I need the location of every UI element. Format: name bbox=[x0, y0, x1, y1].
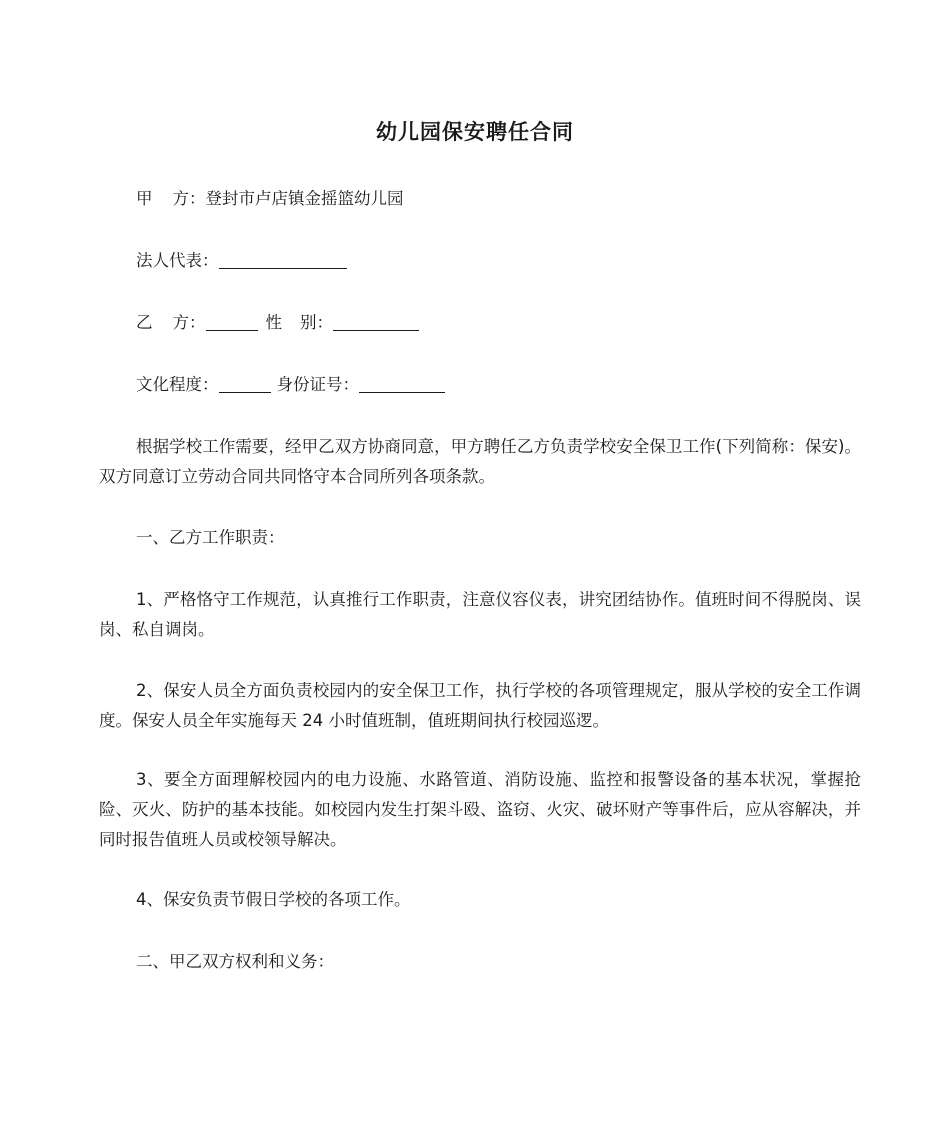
intro-paragraph: 根据学校工作需要，经甲乙双方协商同意，甲方聘任乙方负责学校安全保卫工作(下列简称：保安)。双方同意订立劳动合同共同恪守本合同所列各项条款。 bbox=[99, 437, 861, 486]
gender-label-1: 性 bbox=[265, 313, 282, 332]
party-a-line bbox=[99, 184, 896, 214]
id-number-label: 身份证号： bbox=[276, 375, 359, 394]
party-a-label-1: 甲 bbox=[136, 189, 153, 208]
document-title: 幼儿园保安聘任合同 bbox=[376, 120, 574, 144]
legal-rep-blank bbox=[219, 250, 347, 269]
section-2-heading: 二、甲乙双方权利和义务： bbox=[136, 952, 334, 971]
party-b-name-blank bbox=[206, 312, 258, 331]
legal-rep-label: 法人代表： bbox=[136, 251, 219, 270]
duty-item-4: 4、保安负责节假日学校的各项工作。 bbox=[136, 890, 411, 909]
education-blank bbox=[219, 374, 271, 393]
id-number-blank bbox=[359, 374, 445, 393]
education-line bbox=[99, 370, 896, 400]
gender-blank bbox=[333, 312, 419, 331]
party-b-label-1: 乙 bbox=[136, 313, 153, 332]
duty-item-3: 3、要全方面理解校园内的电力设施、水路管道、消防设施、监控和报警设备的基本状况，掌握抢险、灭火、防护的基本技能。如校园内发生打架斗殴、盗窃、火灾、破坏财产等事件后，应从容解决，并同时报告值班人员或校领导解决。 bbox=[99, 770, 861, 849]
gender-label-2: 别： bbox=[300, 313, 333, 332]
party-a-value: 登封市卢店镇金摇篮幼儿园 bbox=[205, 189, 404, 208]
party-a-label-2: 方： bbox=[172, 189, 206, 208]
party-b-label-2: 方： bbox=[172, 313, 206, 332]
duty-item-1: 1、严格恪守工作规范，认真推行工作职责，注意仪容仪表，讲究团结协作。值班时间不得脱岗、误岗、私自调岗。 bbox=[99, 590, 861, 639]
section-1-heading: 一、乙方工作职责： bbox=[136, 528, 285, 547]
party-b-line bbox=[99, 308, 896, 338]
education-label: 文化程度： bbox=[136, 375, 219, 394]
legal-rep-line bbox=[99, 246, 896, 276]
duty-item-2: 2、保安人员全方面负责校园内的安全保卫工作，执行学校的各项管理规定，服从学校的安全工作调度。保安人员全年实施每天 24 小时值班制，值班期间执行校园巡逻。 bbox=[99, 681, 861, 730]
